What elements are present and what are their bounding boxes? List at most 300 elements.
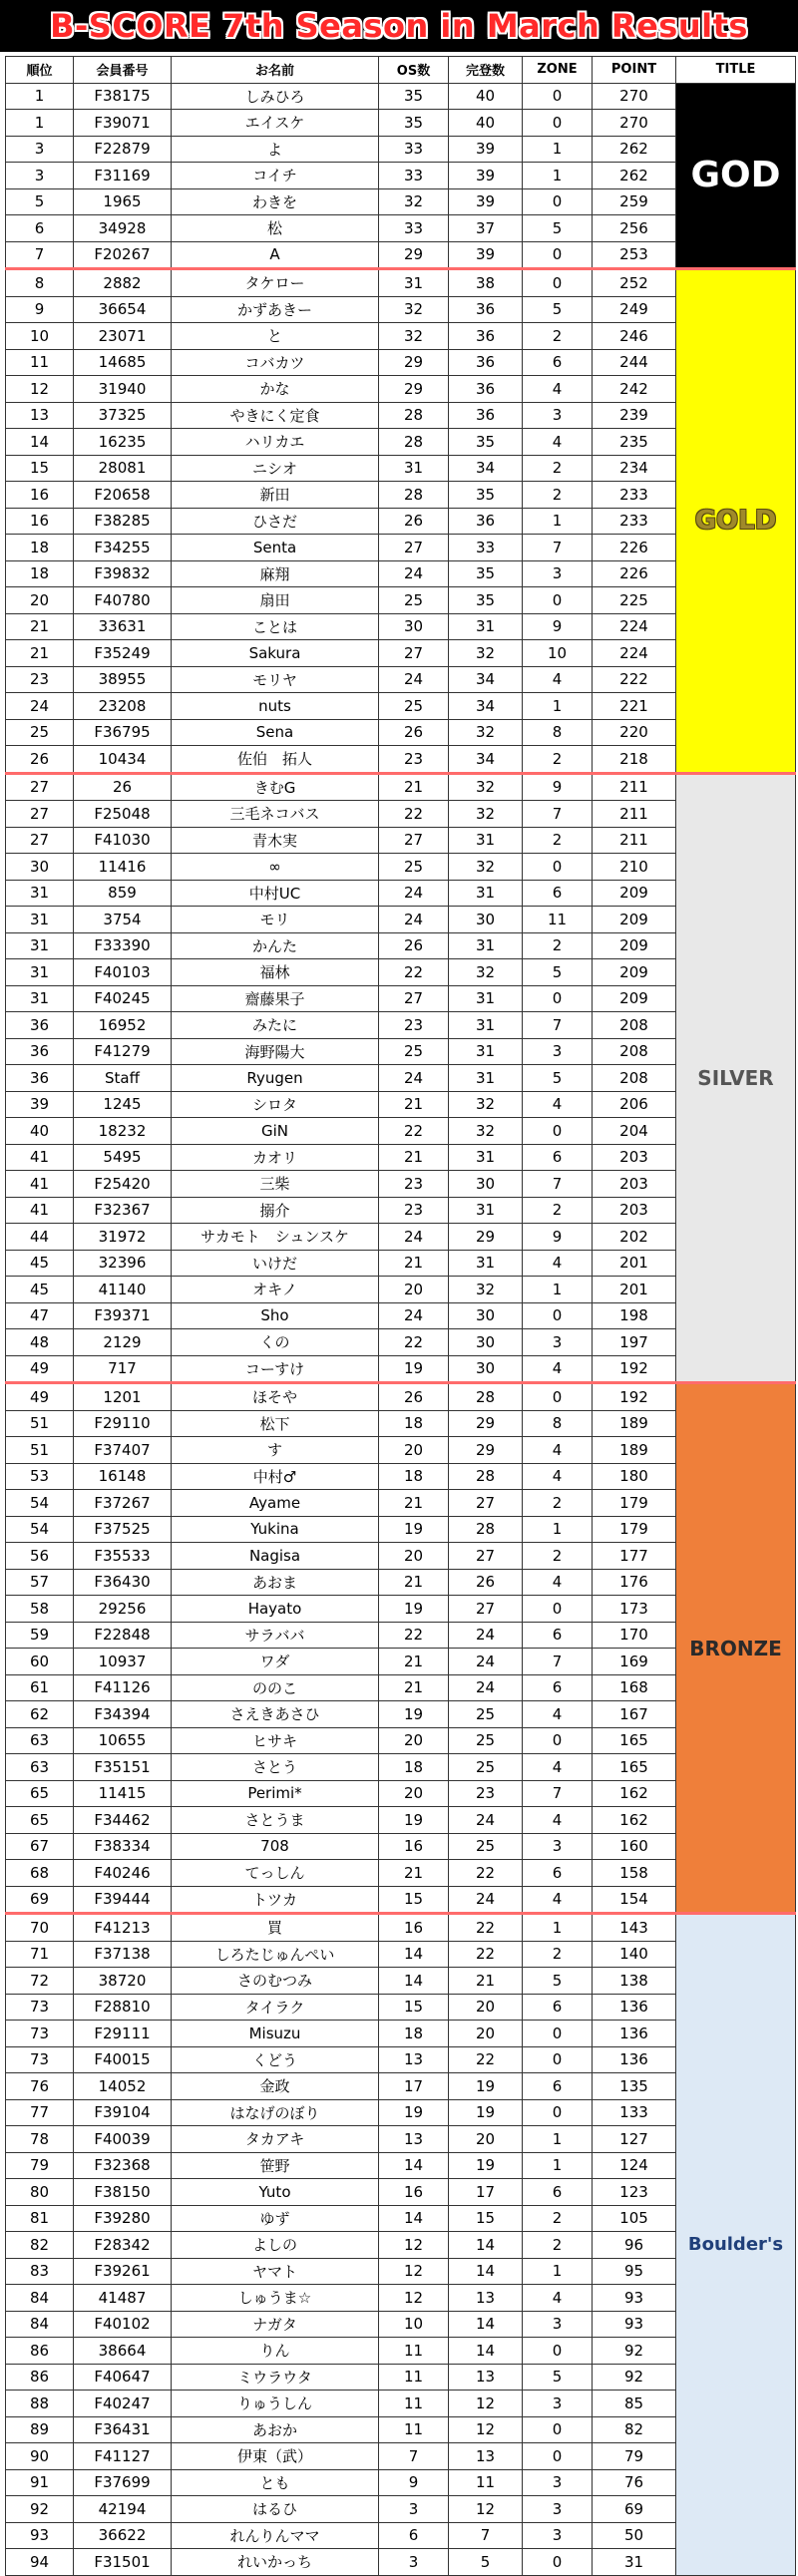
completed-cell: 38 xyxy=(449,269,523,297)
os-cell: 22 xyxy=(379,801,449,828)
name-cell: Sena xyxy=(172,719,379,746)
point-cell: 203 xyxy=(593,1197,676,1224)
point-cell: 192 xyxy=(593,1383,676,1411)
completed-cell: 30 xyxy=(449,1302,523,1329)
os-cell: 11 xyxy=(379,2338,449,2365)
os-cell: 26 xyxy=(379,932,449,959)
completed-cell: 24 xyxy=(449,1886,523,1914)
name-cell: A xyxy=(172,241,379,269)
member-no-cell: F31169 xyxy=(74,163,172,189)
name-cell: しゅうま☆ xyxy=(172,2285,379,2312)
point-cell: 180 xyxy=(593,1463,676,1490)
rank-cell: 40 xyxy=(6,1118,74,1145)
name-cell: モリ xyxy=(172,907,379,933)
point-cell: 253 xyxy=(593,241,676,269)
point-cell: 143 xyxy=(593,1914,676,1942)
completed-cell: 27 xyxy=(449,1596,523,1623)
os-cell: 18 xyxy=(379,1463,449,1490)
member-no-cell: F37699 xyxy=(74,2469,172,2496)
member-no-cell: F32368 xyxy=(74,2152,172,2179)
name-cell: あおま xyxy=(172,1569,379,1596)
point-cell: 162 xyxy=(593,1807,676,1834)
name-cell: さとうま xyxy=(172,1807,379,1834)
point-cell: 209 xyxy=(593,880,676,907)
member-no-cell: 31972 xyxy=(74,1224,172,1251)
rank-cell: 36 xyxy=(6,1038,74,1065)
name-cell: ハリカエ xyxy=(172,429,379,456)
completed-cell: 32 xyxy=(449,854,523,881)
point-cell: 95 xyxy=(593,2258,676,2285)
member-no-cell: F41126 xyxy=(74,1674,172,1701)
name-cell: モリヤ xyxy=(172,666,379,693)
results-body xyxy=(6,83,796,2575)
point-cell: 209 xyxy=(593,907,676,933)
os-cell: 11 xyxy=(379,2364,449,2391)
point-cell: 252 xyxy=(593,269,676,297)
completed-cell: 32 xyxy=(449,1277,523,1303)
zone-cell: 7 xyxy=(523,535,593,561)
point-cell: 226 xyxy=(593,560,676,587)
rank-cell: 54 xyxy=(6,1490,74,1517)
rank-cell: 76 xyxy=(6,2073,74,2100)
zone-cell: 3 xyxy=(523,2469,593,2496)
os-cell: 14 xyxy=(379,1968,449,1995)
name-cell: りん xyxy=(172,2338,379,2365)
name-cell: くの xyxy=(172,1329,379,1356)
completed-cell: 32 xyxy=(449,640,523,667)
rank-cell: 63 xyxy=(6,1727,74,1754)
member-no-cell: F34255 xyxy=(74,535,172,561)
rank-cell: 63 xyxy=(6,1754,74,1781)
member-no-cell: F36431 xyxy=(74,2416,172,2443)
point-cell: 209 xyxy=(593,985,676,1012)
completed-cell: 32 xyxy=(449,801,523,828)
zone-cell: 0 xyxy=(523,2046,593,2073)
completed-cell: 29 xyxy=(449,1224,523,1251)
zone-cell: 0 xyxy=(523,241,593,269)
zone-cell: 0 xyxy=(523,188,593,215)
completed-cell: 31 xyxy=(449,827,523,854)
member-no-cell: 29256 xyxy=(74,1596,172,1623)
rank-cell: 70 xyxy=(6,1914,74,1942)
zone-cell: 4 xyxy=(523,1437,593,1464)
member-no-cell: 14685 xyxy=(74,349,172,376)
completed-cell: 35 xyxy=(449,587,523,614)
zone-cell: 2 xyxy=(523,2205,593,2232)
zone-cell: 6 xyxy=(523,2179,593,2206)
zone-cell: 3 xyxy=(523,2522,593,2549)
completed-cell: 22 xyxy=(449,1914,523,1942)
point-cell: 208 xyxy=(593,1012,676,1039)
completed-cell: 36 xyxy=(449,323,523,350)
member-no-cell: 2129 xyxy=(74,1329,172,1356)
header-name: お名前 xyxy=(172,57,379,84)
rank-cell: 18 xyxy=(6,535,74,561)
member-no-cell: 23071 xyxy=(74,323,172,350)
os-cell: 23 xyxy=(379,1197,449,1224)
zone-cell: 9 xyxy=(523,1224,593,1251)
os-cell: 22 xyxy=(379,1622,449,1649)
member-no-cell: 32396 xyxy=(74,1250,172,1277)
os-cell: 25 xyxy=(379,854,449,881)
os-cell: 20 xyxy=(379,1780,449,1807)
name-cell: ゆず xyxy=(172,2205,379,2232)
header-completed: 完登数 xyxy=(449,57,523,84)
member-no-cell: F25048 xyxy=(74,801,172,828)
completed-cell: 28 xyxy=(449,1383,523,1411)
os-cell: 21 xyxy=(379,1860,449,1887)
page-title: B-SCORE 7th Season in March Results xyxy=(50,7,748,45)
os-cell: 16 xyxy=(379,1914,449,1942)
rank-cell: 69 xyxy=(6,1886,74,1914)
point-cell: 202 xyxy=(593,1224,676,1251)
completed-cell: 34 xyxy=(449,666,523,693)
completed-cell: 13 xyxy=(449,2364,523,2391)
rank-cell: 77 xyxy=(6,2099,74,2126)
rank-cell: 51 xyxy=(6,1410,74,1437)
point-cell: 209 xyxy=(593,959,676,986)
point-cell: 177 xyxy=(593,1543,676,1570)
zone-cell: 0 xyxy=(523,1596,593,1623)
zone-cell: 6 xyxy=(523,2073,593,2100)
zone-cell: 4 xyxy=(523,1091,593,1118)
member-no-cell: F28810 xyxy=(74,1994,172,2021)
member-no-cell: F20267 xyxy=(74,241,172,269)
completed-cell: 35 xyxy=(449,482,523,509)
os-cell: 12 xyxy=(379,2285,449,2312)
completed-cell: 25 xyxy=(449,1833,523,1860)
point-cell: 160 xyxy=(593,1833,676,1860)
point-cell: 154 xyxy=(593,1886,676,1914)
name-cell: 金政 xyxy=(172,2073,379,2100)
rank-cell: 59 xyxy=(6,1622,74,1649)
name-cell: ヒサキ xyxy=(172,1727,379,1754)
point-cell: 262 xyxy=(593,163,676,189)
os-cell: 17 xyxy=(379,2073,449,2100)
completed-cell: 34 xyxy=(449,693,523,720)
completed-cell: 31 xyxy=(449,1197,523,1224)
zone-cell: 2 xyxy=(523,1543,593,1570)
point-cell: 176 xyxy=(593,1569,676,1596)
table-row xyxy=(6,83,796,110)
rank-cell: 36 xyxy=(6,1012,74,1039)
os-cell: 21 xyxy=(379,773,449,801)
completed-cell: 32 xyxy=(449,959,523,986)
point-cell: 189 xyxy=(593,1437,676,1464)
completed-cell: 13 xyxy=(449,2443,523,2470)
zone-cell: 3 xyxy=(523,1329,593,1356)
point-cell: 93 xyxy=(593,2285,676,2312)
os-cell: 22 xyxy=(379,959,449,986)
completed-cell: 36 xyxy=(449,376,523,403)
member-no-cell: F22879 xyxy=(74,136,172,163)
zone-cell: 3 xyxy=(523,2391,593,2417)
rank-cell: 84 xyxy=(6,2311,74,2338)
completed-cell: 39 xyxy=(449,188,523,215)
zone-cell: 2 xyxy=(523,932,593,959)
point-cell: 246 xyxy=(593,323,676,350)
name-cell: Ryugen xyxy=(172,1065,379,1092)
rank-cell: 65 xyxy=(6,1780,74,1807)
name-cell: ののこ xyxy=(172,1674,379,1701)
completed-cell: 36 xyxy=(449,402,523,429)
header-point: POINT xyxy=(593,57,676,84)
os-cell: 21 xyxy=(379,1091,449,1118)
name-cell: シロタ xyxy=(172,1091,379,1118)
name-cell: わきを xyxy=(172,188,379,215)
name-cell: Perimi* xyxy=(172,1780,379,1807)
completed-cell: 40 xyxy=(449,83,523,110)
point-cell: 138 xyxy=(593,1968,676,1995)
member-no-cell: F40015 xyxy=(74,2046,172,2073)
member-no-cell: 1965 xyxy=(74,188,172,215)
completed-cell: 32 xyxy=(449,773,523,801)
os-cell: 14 xyxy=(379,1941,449,1968)
point-cell: 239 xyxy=(593,402,676,429)
os-cell: 27 xyxy=(379,985,449,1012)
completed-cell: 13 xyxy=(449,2285,523,2312)
completed-cell: 35 xyxy=(449,560,523,587)
os-cell: 20 xyxy=(379,1727,449,1754)
zone-cell: 0 xyxy=(523,2099,593,2126)
member-no-cell: 16148 xyxy=(74,1463,172,1490)
os-cell: 27 xyxy=(379,640,449,667)
rank-cell: 53 xyxy=(6,1463,74,1490)
completed-cell: 31 xyxy=(449,1065,523,1092)
rank-cell: 83 xyxy=(6,2258,74,2285)
os-cell: 28 xyxy=(379,402,449,429)
zone-cell: 1 xyxy=(523,2258,593,2285)
member-no-cell: F40039 xyxy=(74,2126,172,2153)
zone-cell: 3 xyxy=(523,2496,593,2523)
completed-cell: 14 xyxy=(449,2258,523,2285)
zone-cell: 5 xyxy=(523,959,593,986)
completed-cell: 30 xyxy=(449,1329,523,1356)
member-no-cell: F37138 xyxy=(74,1941,172,1968)
member-no-cell: 23208 xyxy=(74,693,172,720)
os-cell: 31 xyxy=(379,455,449,482)
member-no-cell: F39071 xyxy=(74,110,172,137)
os-cell: 24 xyxy=(379,1302,449,1329)
zone-cell: 0 xyxy=(523,1727,593,1754)
member-no-cell: 38664 xyxy=(74,2338,172,2365)
rank-cell: 12 xyxy=(6,376,74,403)
point-cell: 158 xyxy=(593,1860,676,1887)
point-cell: 189 xyxy=(593,1410,676,1437)
tier-label: Boulder's xyxy=(676,1914,796,2576)
rank-cell: 30 xyxy=(6,854,74,881)
member-no-cell: F38334 xyxy=(74,1833,172,1860)
completed-cell: 25 xyxy=(449,1701,523,1728)
rank-cell: 25 xyxy=(6,719,74,746)
os-cell: 23 xyxy=(379,746,449,774)
point-cell: 249 xyxy=(593,296,676,323)
results-table-wrapper xyxy=(5,56,795,2576)
zone-cell: 1 xyxy=(523,163,593,189)
completed-cell: 35 xyxy=(449,429,523,456)
os-cell: 24 xyxy=(379,1224,449,1251)
os-cell: 32 xyxy=(379,296,449,323)
completed-cell: 39 xyxy=(449,136,523,163)
name-cell: やきにく定食 xyxy=(172,402,379,429)
zone-cell: 6 xyxy=(523,1994,593,2021)
os-cell: 6 xyxy=(379,2522,449,2549)
os-cell: 24 xyxy=(379,907,449,933)
name-cell: オキノ xyxy=(172,1277,379,1303)
zone-cell: 4 xyxy=(523,429,593,456)
zone-cell: 4 xyxy=(523,666,593,693)
os-cell: 27 xyxy=(379,827,449,854)
rank-cell: 49 xyxy=(6,1383,74,1411)
rank-cell: 73 xyxy=(6,2046,74,2073)
rank-cell: 57 xyxy=(6,1569,74,1596)
completed-cell: 31 xyxy=(449,1250,523,1277)
os-cell: 32 xyxy=(379,188,449,215)
point-cell: 222 xyxy=(593,666,676,693)
zone-cell: 5 xyxy=(523,1065,593,1092)
point-cell: 197 xyxy=(593,1329,676,1356)
member-no-cell: F41213 xyxy=(74,1914,172,1942)
name-cell: はるひ xyxy=(172,2496,379,2523)
name-cell: Yuto xyxy=(172,2179,379,2206)
tier-label: GOD xyxy=(676,83,796,269)
os-cell: 21 xyxy=(379,1144,449,1171)
zone-cell: 9 xyxy=(523,613,593,640)
member-no-cell: F39371 xyxy=(74,1302,172,1329)
member-no-cell: F20658 xyxy=(74,482,172,509)
name-cell: ミウラウタ xyxy=(172,2364,379,2391)
member-no-cell: 10655 xyxy=(74,1727,172,1754)
completed-cell: 30 xyxy=(449,1355,523,1383)
rank-cell: 68 xyxy=(6,1860,74,1887)
name-cell: タイラク xyxy=(172,1994,379,2021)
member-no-cell: F35151 xyxy=(74,1754,172,1781)
zone-cell: 8 xyxy=(523,719,593,746)
rank-cell: 54 xyxy=(6,1516,74,1543)
zone-cell: 1 xyxy=(523,1914,593,1942)
zone-cell: 2 xyxy=(523,323,593,350)
point-cell: 244 xyxy=(593,349,676,376)
zone-cell: 4 xyxy=(523,1701,593,1728)
member-no-cell: F35249 xyxy=(74,640,172,667)
name-cell: れんりんママ xyxy=(172,2522,379,2549)
rank-cell: 73 xyxy=(6,1994,74,2021)
member-no-cell: 5495 xyxy=(74,1144,172,1171)
rank-cell: 44 xyxy=(6,1224,74,1251)
zone-cell: 2 xyxy=(523,827,593,854)
os-cell: 15 xyxy=(379,1886,449,1914)
point-cell: 96 xyxy=(593,2232,676,2259)
zone-cell: 0 xyxy=(523,1302,593,1329)
point-cell: 210 xyxy=(593,854,676,881)
rank-cell: 31 xyxy=(6,985,74,1012)
rank-cell: 67 xyxy=(6,1833,74,1860)
os-cell: 3 xyxy=(379,2496,449,2523)
zone-cell: 0 xyxy=(523,587,593,614)
completed-cell: 20 xyxy=(449,2021,523,2047)
point-cell: 85 xyxy=(593,2391,676,2417)
os-cell: 20 xyxy=(379,1543,449,1570)
rank-cell: 41 xyxy=(6,1171,74,1198)
name-cell: 福林 xyxy=(172,959,379,986)
member-no-cell: 10434 xyxy=(74,746,172,774)
name-cell: さとう xyxy=(172,1754,379,1781)
completed-cell: 25 xyxy=(449,1727,523,1754)
point-cell: 123 xyxy=(593,2179,676,2206)
os-cell: 23 xyxy=(379,1171,449,1198)
member-no-cell: 14052 xyxy=(74,2073,172,2100)
name-cell: ヤマト xyxy=(172,2258,379,2285)
member-no-cell: 41487 xyxy=(74,2285,172,2312)
name-cell: サカモト シュンスケ xyxy=(172,1224,379,1251)
completed-cell: 14 xyxy=(449,2338,523,2365)
rank-cell: 47 xyxy=(6,1302,74,1329)
rank-cell: 56 xyxy=(6,1543,74,1570)
completed-cell: 12 xyxy=(449,2416,523,2443)
completed-cell: 21 xyxy=(449,1968,523,1995)
os-cell: 18 xyxy=(379,2021,449,2047)
os-cell: 3 xyxy=(379,2549,449,2576)
name-cell: サラババ xyxy=(172,1622,379,1649)
name-cell: Hayato xyxy=(172,1596,379,1623)
os-cell: 35 xyxy=(379,83,449,110)
zone-cell: 0 xyxy=(523,83,593,110)
name-cell: トツカ xyxy=(172,1886,379,1914)
rank-cell: 78 xyxy=(6,2126,74,2153)
zone-cell: 5 xyxy=(523,296,593,323)
member-no-cell: F41279 xyxy=(74,1038,172,1065)
rank-cell: 5 xyxy=(6,188,74,215)
name-cell: りゅうしん xyxy=(172,2391,379,2417)
completed-cell: 24 xyxy=(449,1807,523,1834)
os-cell: 14 xyxy=(379,2152,449,2179)
name-cell: いけだ xyxy=(172,1250,379,1277)
zone-cell: 3 xyxy=(523,560,593,587)
zone-cell: 2 xyxy=(523,455,593,482)
member-no-cell: F39832 xyxy=(74,560,172,587)
member-no-cell: 38720 xyxy=(74,1968,172,1995)
rank-cell: 51 xyxy=(6,1437,74,1464)
member-no-cell: Staff xyxy=(74,1065,172,1092)
rank-cell: 3 xyxy=(6,163,74,189)
member-no-cell: 31940 xyxy=(74,376,172,403)
name-cell: きむG xyxy=(172,773,379,801)
zone-cell: 1 xyxy=(523,2126,593,2153)
completed-cell: 22 xyxy=(449,1860,523,1887)
os-cell: 33 xyxy=(379,136,449,163)
completed-cell: 24 xyxy=(449,1674,523,1701)
zone-cell: 2 xyxy=(523,1197,593,1224)
rank-cell: 7 xyxy=(6,241,74,269)
os-cell: 29 xyxy=(379,241,449,269)
completed-cell: 12 xyxy=(449,2391,523,2417)
os-cell: 33 xyxy=(379,163,449,189)
member-no-cell: F33390 xyxy=(74,932,172,959)
rank-cell: 94 xyxy=(6,2549,74,2576)
member-no-cell: 717 xyxy=(74,1355,172,1383)
os-cell: 28 xyxy=(379,429,449,456)
os-cell: 16 xyxy=(379,1833,449,1860)
member-no-cell: 11415 xyxy=(74,1780,172,1807)
name-cell: かずあきー xyxy=(172,296,379,323)
zone-cell: 1 xyxy=(523,136,593,163)
rank-cell: 86 xyxy=(6,2364,74,2391)
rank-cell: 8 xyxy=(6,269,74,297)
os-cell: 13 xyxy=(379,2046,449,2073)
os-cell: 21 xyxy=(379,1569,449,1596)
name-cell: みたに xyxy=(172,1012,379,1039)
name-cell: 三柴 xyxy=(172,1171,379,1198)
